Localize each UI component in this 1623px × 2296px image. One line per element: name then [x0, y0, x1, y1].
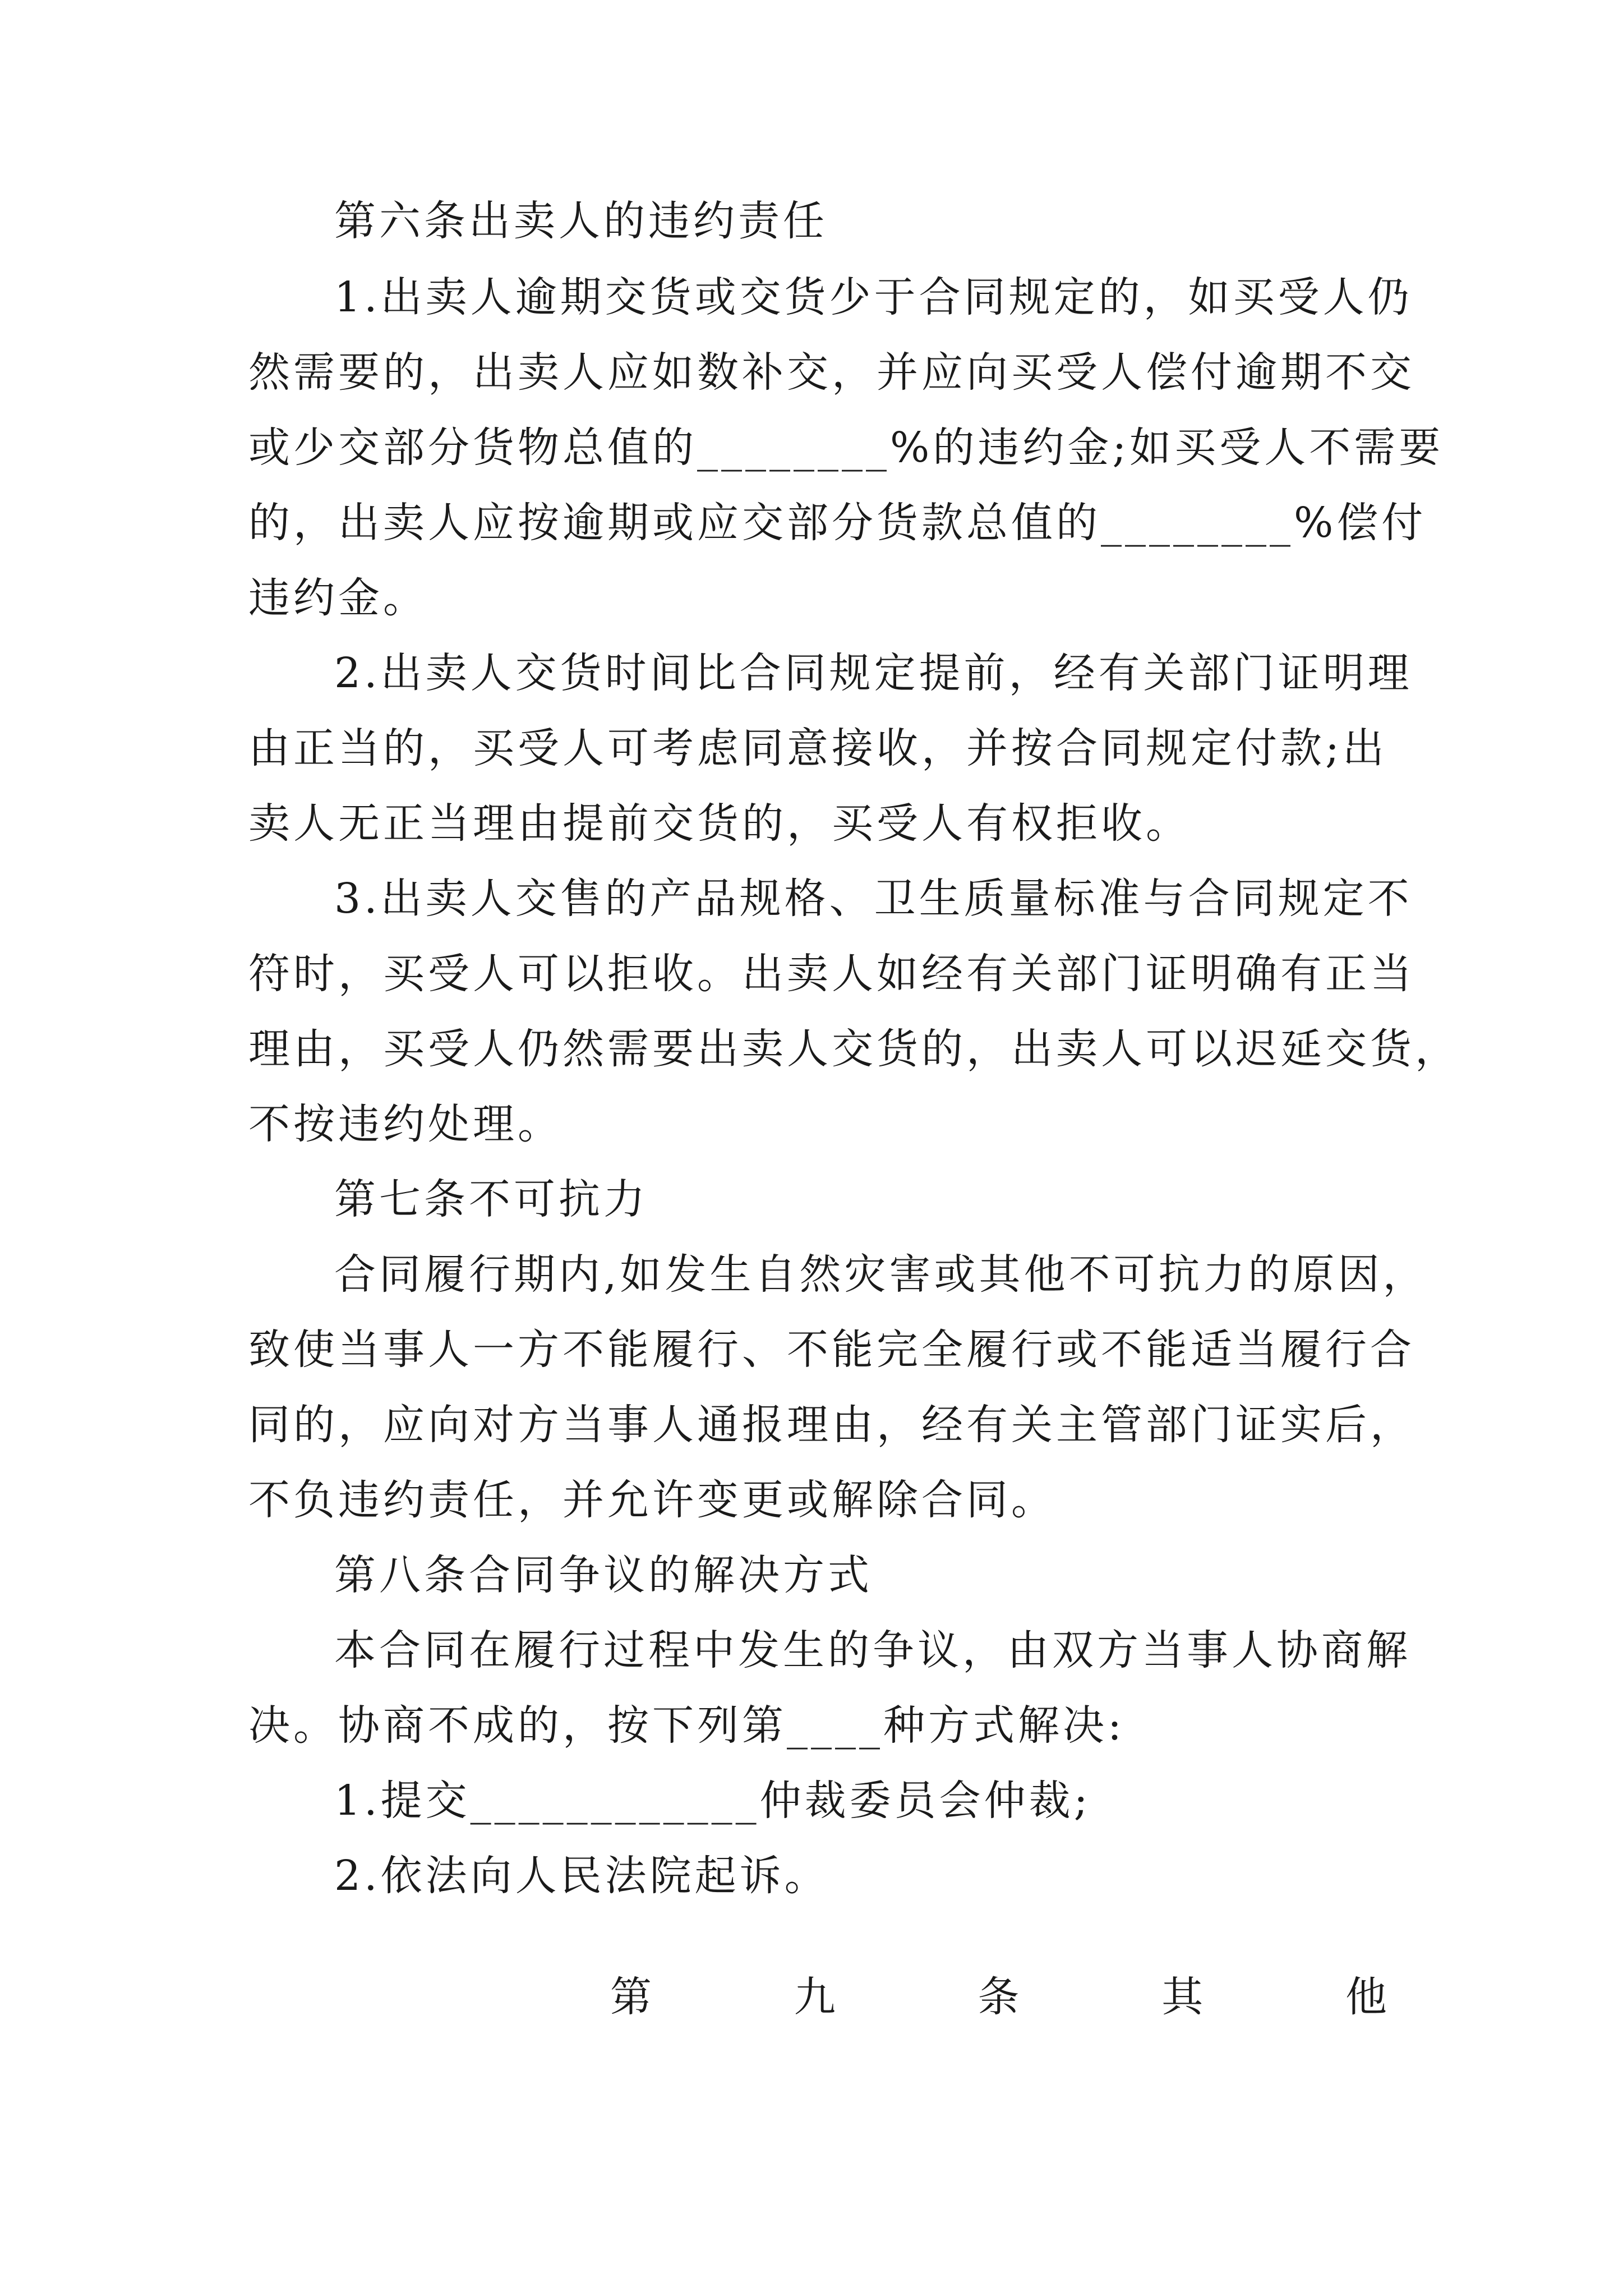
paragraph-line: 符时，买受人可以拒收。出卖人如经有关部门证明确有正当 — [248, 950, 1415, 998]
heading-article-9 — [610, 1969, 1387, 2025]
paragraph-line: 2.依法向人民法院起诉。 — [334, 1852, 829, 1900]
paragraph-line: 不按违约处理。 — [248, 1100, 562, 1148]
paragraph-line: 同的，应向对方当事人通报理由，经有关主管部门证实后， — [248, 1401, 1415, 1449]
paragraph-line: 卖人无正当理由提前交货的，买受人有权拒收。 — [248, 799, 1191, 848]
paragraph-line: 或少交部分货物总值的________%的违约金;如买受人不需要 — [248, 424, 1444, 472]
heading-article-8: 第八条合同争议的解决方式 — [334, 1551, 873, 1599]
paragraph-line: 违约金。 — [248, 574, 428, 622]
paragraph-line: 合同履行期内,如发生自然灾害或其他不可抗力的原因， — [334, 1250, 1428, 1299]
heading-article-6: 第六条出卖人的违约责任 — [334, 197, 828, 245]
paragraph-line: 3.出卖人交售的产品规格、卫生质量标准与合同规定不 — [334, 875, 1413, 923]
heading-char: 其 — [1161, 1973, 1204, 2021]
heading-char: 第 — [610, 1973, 652, 2021]
paragraph-line: 然需要的，出卖人应如数补交，并应向买受人偿付逾期不交 — [248, 348, 1415, 397]
paragraph-line: 1.提交____________仲裁委员会仲裁; — [334, 1777, 1091, 1825]
heading-char: 九 — [794, 1973, 836, 2021]
paragraph-line: 不负违约责任，并允许变更或解除合同。 — [248, 1476, 1056, 1524]
heading-char: 他 — [1345, 1973, 1387, 2021]
paragraph-line: 2.出卖人交货时间比合同规定提前，经有关部门证明理 — [334, 649, 1413, 697]
paragraph-line: 的，出卖人应按逾期或应交部分货款总值的________%偿付 — [248, 499, 1427, 547]
heading-char: 条 — [978, 1973, 1020, 2021]
heading-article-7: 第七条不可抗力 — [334, 1175, 648, 1223]
paragraph-line: 致使当事人一方不能履行、不能完全履行或不能适当履行合 — [248, 1326, 1415, 1374]
paragraph-line: 本合同在履行过程中发生的争议，由双方当事人协商解 — [334, 1626, 1411, 1674]
paragraph-line: 1.出卖人逾期交货或交货少于合同规定的，如买受人仍 — [334, 273, 1413, 321]
paragraph-line: 决。协商不成的，按下列第____种方式解决: — [248, 1701, 1125, 1750]
paragraph-line: 由正当的，买受人可考虑同意接收，并按合同规定付款;出 — [248, 724, 1387, 772]
paragraph-line: 理由，买受人仍然需要出卖人交货的，出卖人可以迟延交货， — [248, 1025, 1460, 1073]
